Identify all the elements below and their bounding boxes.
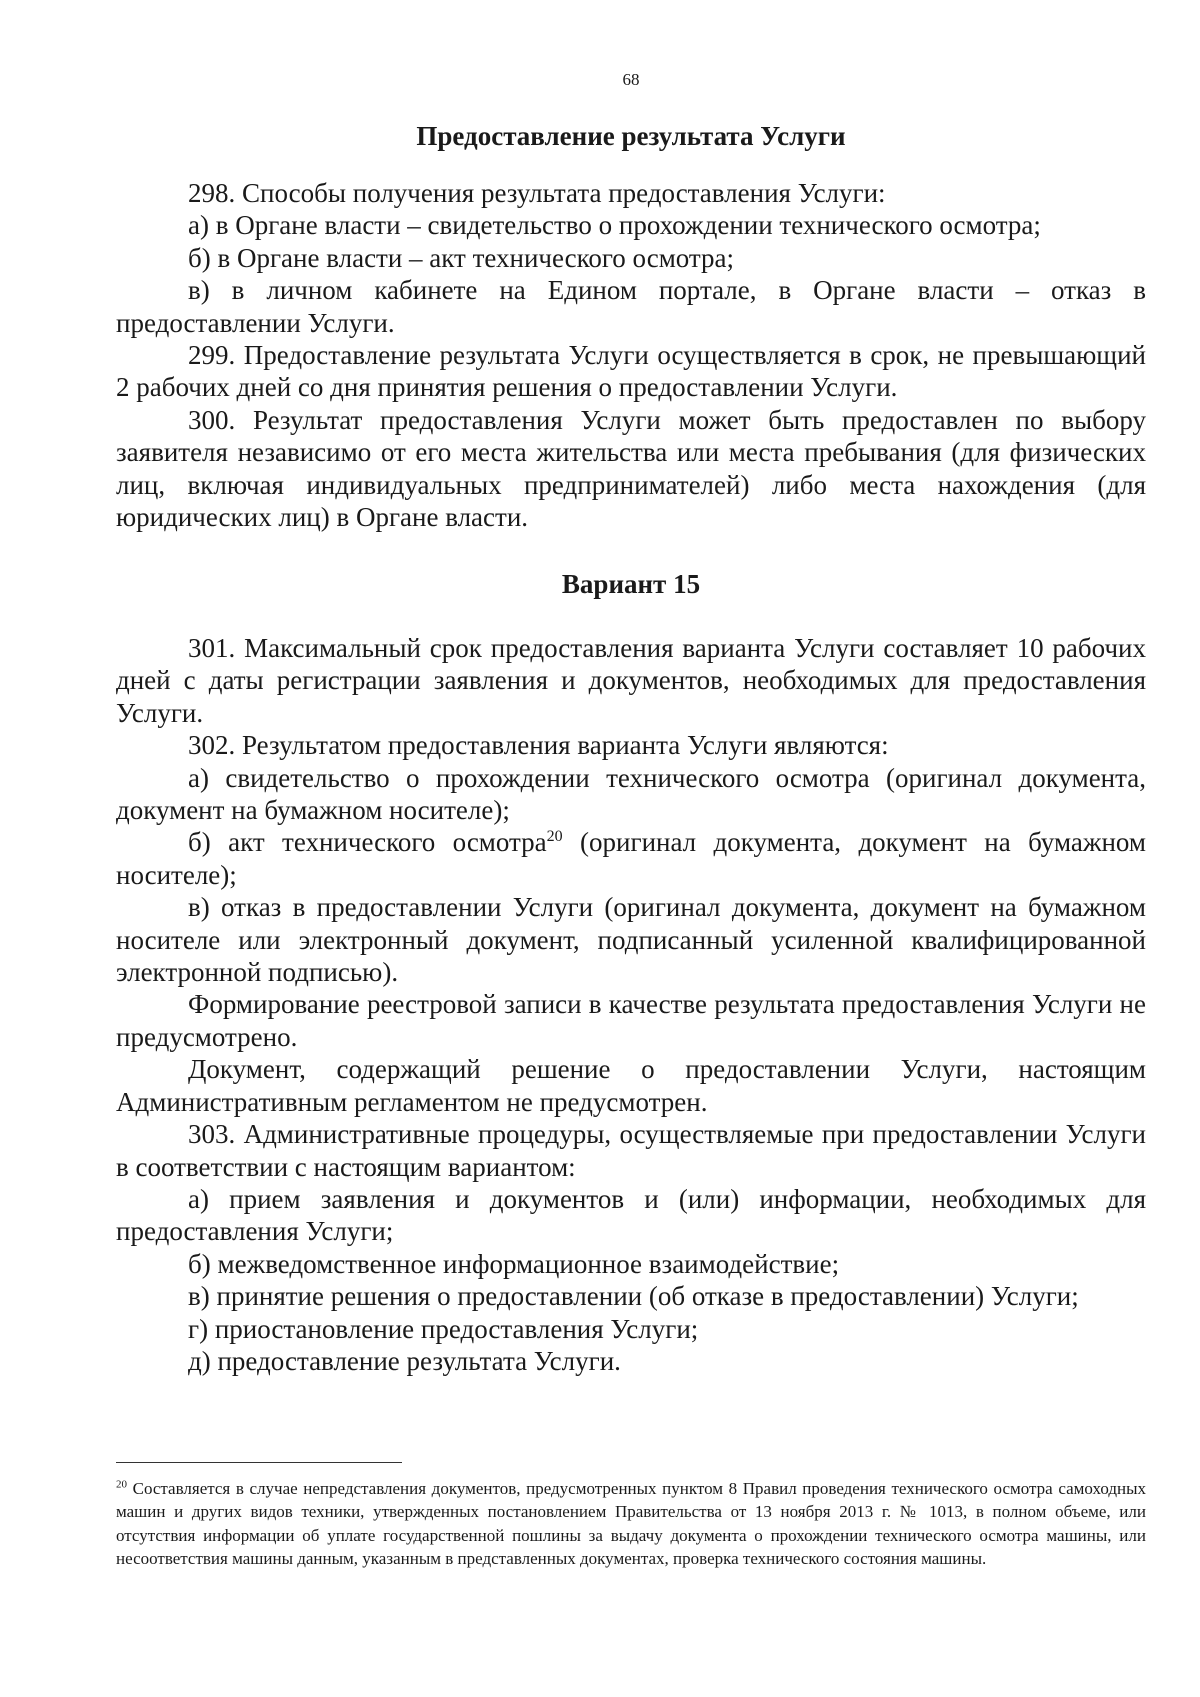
paragraph-298-b: б) в Органе власти – акт технического осмотра; bbox=[188, 242, 735, 273]
paragraph-299: 299. Предоставление результата Услуги осуществляется в срок, не превышающий 2 рабочих дней со дня принятия решения о предоставлении Услуги. bbox=[116, 340, 1146, 403]
paragraph-302-b-start: б) акт технического осмотра bbox=[188, 827, 547, 858]
paragraph-300: 300. Результат предоставления Услуги может быть предоставлен по выбору заявителя независимо от его места жительства или места пребывания (для физических лиц, включая индивидуальных предпринимателей) либо места нахождения (для юридических лиц) в Органе власти. bbox=[116, 404, 1146, 533]
paragraph-302-b bbox=[116, 826, 1146, 891]
paragraph-303-v: в) принятие решения о предоставлении (об отказе в предоставлении) Услуги; bbox=[188, 1281, 1079, 1312]
footnote-reference[interactable]: 20 bbox=[546, 828, 563, 846]
paragraph-298-v: в) в личном кабинете на Едином портале, в Органе власти – отказ в предоставлении Услуги. bbox=[116, 275, 1146, 338]
paragraph-document: Документ, содержащий решение о предоставлении Услуги, настоящим Административным регламентом не предусмотрен. bbox=[116, 1054, 1146, 1117]
paragraph-301: 301. Максимальный срок предоставления варианта Услуги составляет 10 рабочих дней с даты регистрации заявления и документов, необходимых для предоставления Услуги. bbox=[116, 633, 1146, 728]
paragraph-303-g: г) приостановление предоставления Услуги; bbox=[188, 1313, 699, 1344]
paragraph-298: 298. Способы получения результата предоставления Услуги: bbox=[188, 178, 886, 208]
section-title-variant: Вариант 15 bbox=[561, 569, 701, 599]
paragraph-302-b-end: (оригинал документа, документ на бумажном носителе); bbox=[116, 827, 1147, 890]
paragraph-303-d: д) предоставление результата Услуги. bbox=[188, 1345, 621, 1376]
paragraph-302-v: в) отказ в предоставлении Услуги (оригинал документа, документ на бумажном носителе или электронный документ, подписанный усиленной квалифицированной электронной подписью). bbox=[116, 892, 1146, 988]
footnote bbox=[116, 1477, 1146, 1571]
paragraph-302-a: а) свидетельство о прохождении технического осмотра (оригинал документа, документ на бумажном носителе); bbox=[116, 762, 1146, 826]
paragraph-303-b: б) межведомственное информационное взаимодействие; bbox=[188, 1248, 840, 1279]
footnote-separator bbox=[116, 1462, 402, 1463]
footnote-text: Составляется в случае непредставления документов, предусмотренных пунктом 8 Правил проведения технического осмотра самоходных машин и других видов техники, утвержденных постановлением Правительства от 13 ноября 2013 г. № 1013, в полном объеме, или отсутствия информации об уплате государственной пошлины за выдачу документа о прохождении технического осмотра машины, или несоответствия машины данным, указанным в представленных документах, проверка технического состояния машины. bbox=[116, 1479, 1146, 1569]
section-title-result: Предоставление результата Услуги bbox=[416, 121, 846, 151]
section-variant-body bbox=[116, 632, 1146, 1377]
section-result-body bbox=[116, 177, 1146, 533]
footnote-marker: 20 bbox=[116, 1478, 127, 1491]
paragraph-302: 302. Результатом предоставления варианта Услуги являются: bbox=[188, 730, 889, 761]
paragraph-registry: Формирование реестровой записи в качестве результата предоставления Услуги не предусмотрено. bbox=[116, 989, 1146, 1052]
paragraph-303-a: а) прием заявления и документов и (или) информации, необходимых для предоставления Услуги; bbox=[116, 1183, 1146, 1247]
paragraph-298-a: а) в Органе власти – свидетельство о прохождении технического осмотра; bbox=[188, 210, 1041, 241]
paragraph-303: 303. Административные процедуры, осуществляемые при предоставлении Услуги в соответствии с настоящим вариантом: bbox=[116, 1119, 1146, 1182]
page-number: 68 bbox=[622, 70, 640, 89]
